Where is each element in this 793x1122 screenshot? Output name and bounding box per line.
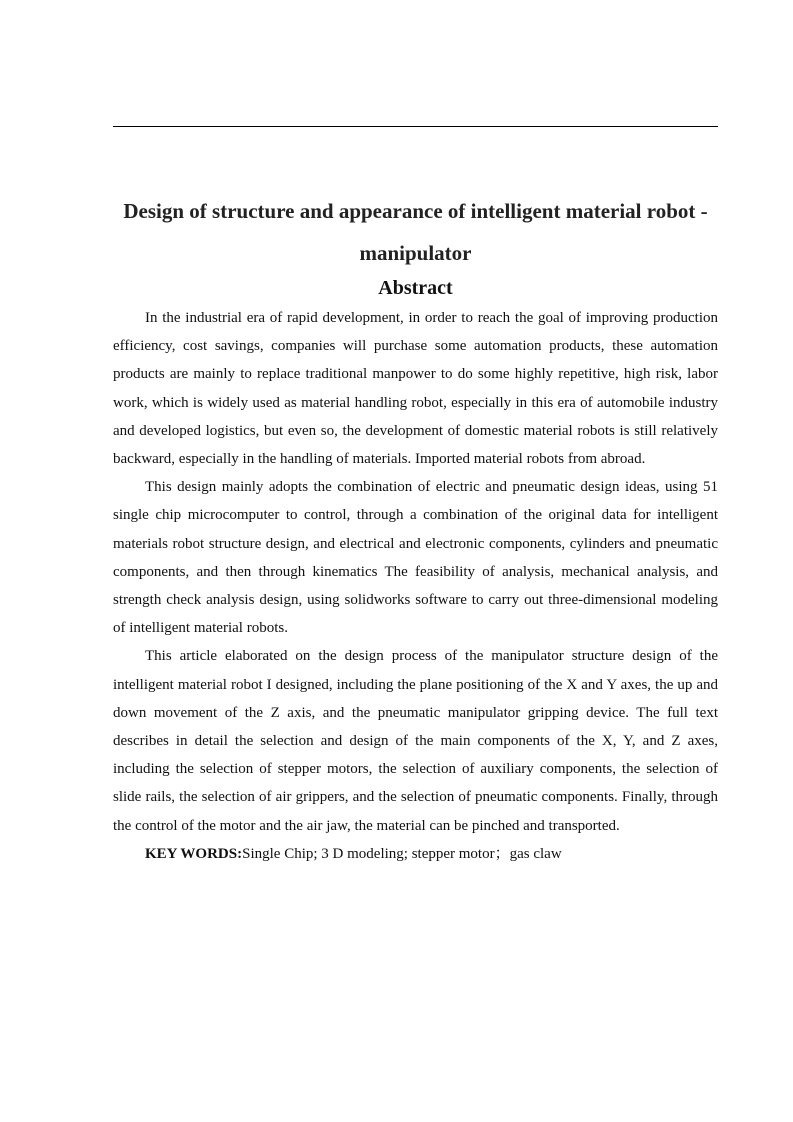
keywords-line	[113, 840, 718, 868]
abstract-paragraph-3: This article elaborated on the design process of the manipulator structure design of the intelligent material robot I designed, including the plane positioning of the X and Y axes, the up and down movement of the Z axis, and the pneumatic manipulator gripping device. The full text describes in detail the selection and design of the main components of the X, Y, and Z axes, including the selection of stepper motors, the selection of auxiliary components, the selection of slide rails, the selection of air grippers, and the selection of pneumatic components. Finally, through the control of the motor and the air jaw, the material can be pinched and transported.	[113, 648, 718, 834]
header-rule	[113, 126, 718, 127]
keywords-label: KEY WORDS:	[145, 845, 243, 862]
keywords-text: Single Chip; 3 D modeling; stepper motor；gas claw	[242, 845, 562, 862]
paper-title: Design of structure and appearance of intelligent material robot - manipulator	[123, 199, 708, 265]
abstract-heading: Abstract	[378, 277, 453, 299]
abstract-paragraph-1: In the industrial era of rapid development, in order to reach the goal of improving production efficiency, cost savings, companies will purchase some automation products, these automation products are mainly to replace traditional manpower to do some highly repetitive, high risk, labor work, which is widely used as material handling robot, especially in this era of automobile industry and developed logistics, but even so, the development of domestic material robots is still relatively backward, especially in the handling of materials. Imported material robots from abroad.	[113, 310, 718, 468]
abstract-body	[113, 304, 718, 868]
abstract-paragraph-2: This design mainly adopts the combination of electric and pneumatic design ideas, using 51 single chip microcomputer to control, through a combination of the original data for intelligent materials robot structure design, and electrical and electronic components, cylinders and pneumatic components, and then through kinematics The feasibility of analysis, mechanical analysis, and strength check analysis design, using solidworks software to carry out three-dimensional modeling of intelligent material robots.	[113, 479, 718, 637]
